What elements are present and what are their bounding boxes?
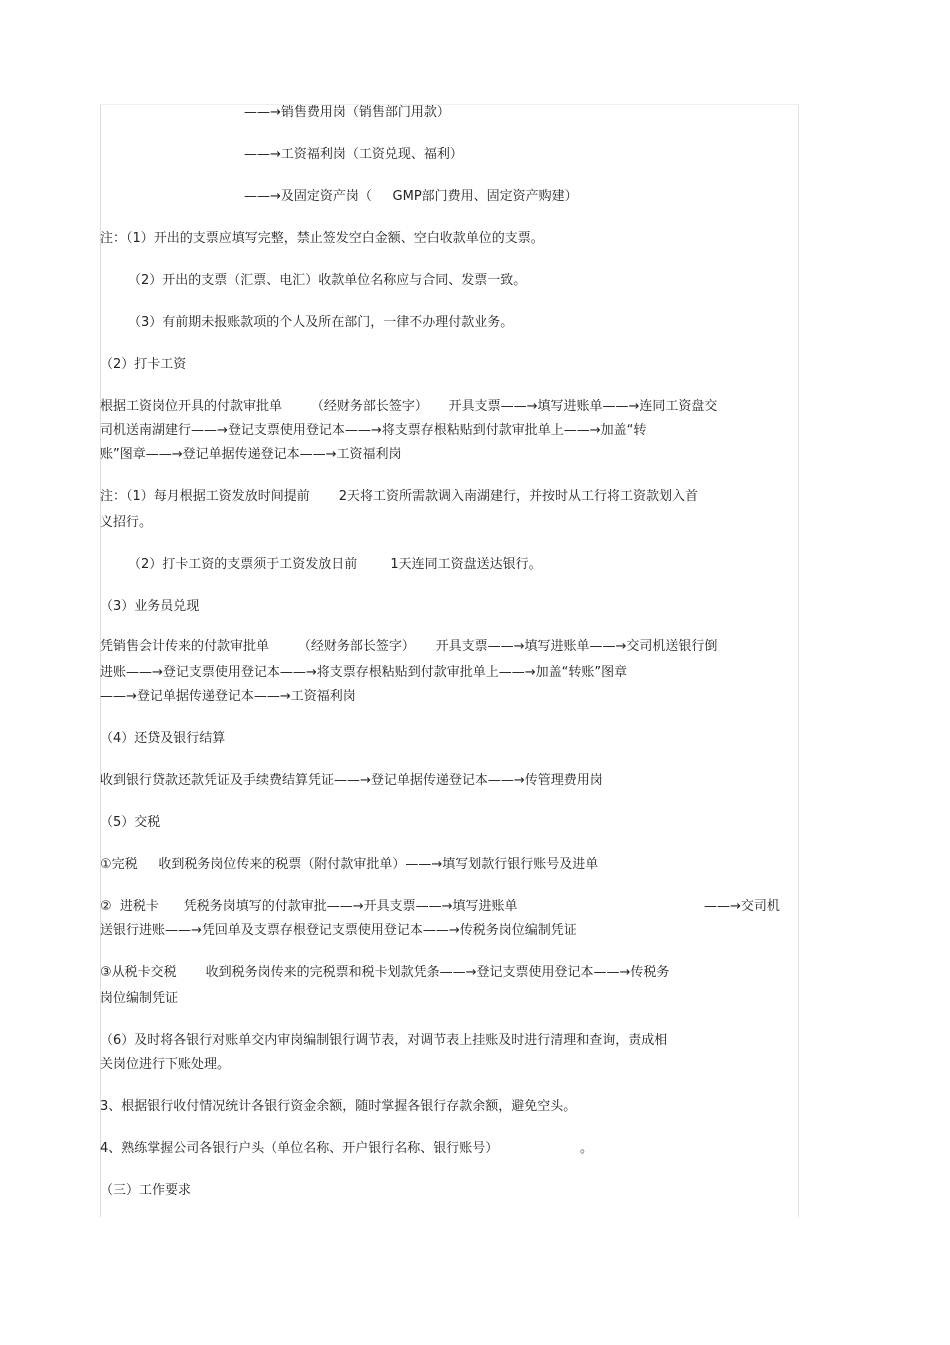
- text-line: ——→及固定资产岗（ GMP部门费用、固定资产购建）: [244, 189, 578, 204]
- text-line: 关岗位进行下账处理。: [100, 1057, 231, 1072]
- text-line: 根据工资岗位开具的付款审批单 （经财务部长签字） 开具支票——→填写进账单——→连同工资盘交: [100, 399, 718, 414]
- text-line: ——→登记单据传递登记本——→工资福利岗: [100, 689, 356, 704]
- text-line: ③从税卡交税 收到税务岗传来的完税票和税卡划款凭条——→登记支票使用登记本——→传税务: [100, 965, 670, 980]
- text-line: 。: [580, 1141, 594, 1156]
- text-line: 送银行进账——→凭回单及支票存根登记支票使用登记本——→传税务岗位编制凭证: [100, 923, 577, 938]
- section-heading: （3）业务员兑现: [100, 599, 200, 614]
- section-heading: （5）交税: [100, 815, 161, 830]
- text-line: 3、根据银行收付情况统计各银行资金余额，随时掌握各银行存款余额，避免空头。: [100, 1099, 577, 1114]
- note-line: 注：（1）每月根据工资发放时间提前 2天将工资所需款调入南湖建行，并按时从工行将工资款划入首: [100, 489, 698, 504]
- section-heading: （三）工作要求: [100, 1183, 192, 1198]
- text-line: 4、熟练掌握公司各银行户头（单位名称、开户银行名称、银行账号）: [100, 1141, 499, 1156]
- text-line: ——→交司机: [704, 899, 780, 914]
- text-line: ①完税 收到税务岗位传来的税票（附付款审批单）——→填写划款行银行账号及进单: [100, 857, 599, 872]
- text-line: ——→销售费用岗（销售部门用款）: [244, 105, 450, 120]
- section-heading: （2）打卡工资: [100, 357, 187, 372]
- note-line: （3）有前期未报账款项的个人及所在部门，一律不办理付款业务。: [128, 315, 514, 330]
- text-line: ——→工资福利岗（工资兑现、福利）: [244, 147, 463, 162]
- text-line: 账”图章——→登记单据传递登记本——→工资福利岗: [100, 447, 402, 462]
- note-line: （2）开出的支票（汇票、电汇）收款单位名称应与合同、发票一致。: [128, 273, 527, 288]
- note-line: 义招行。: [100, 515, 153, 530]
- text-line: 司机送南湖建行——→登记支票使用登记本——→将支票存根粘贴到付款审批单上——→加盖“转: [100, 423, 647, 438]
- note-line: （2）打卡工资的支票须于工资发放日前 1天连同工资盘送达银行。: [128, 557, 542, 572]
- text-line: 收到银行贷款还款凭证及手续费结算凭证——→登记单据传递登记本——→传管理费用岗: [100, 773, 603, 788]
- section-heading: （4）还贷及银行结算: [100, 731, 226, 746]
- text-line: ② 进税卡 凭税务岗填写的付款审批——→开具支票——→填写进账单: [100, 899, 518, 914]
- text-line: 凭销售会计传来的付款审批单 （经财务部长签字） 开具支票——→填写进账单——→交司机送银行倒: [100, 639, 718, 654]
- page-frame: [100, 104, 799, 1217]
- note-line: 注：（1）开出的支票应填写完整，禁止签发空白金额、空白收款单位的支票。: [100, 231, 544, 246]
- text-line: 进账——→登记支票使用登记本——→将支票存根粘贴到付款审批单上——→加盖“转账”图章: [100, 665, 628, 680]
- text-line: （6）及时将各银行对账单交内审岗编制银行调节表，对调节表上挂账及时进行清理和查询，责成相: [100, 1033, 668, 1048]
- text-line: 岗位编制凭证: [100, 991, 179, 1006]
